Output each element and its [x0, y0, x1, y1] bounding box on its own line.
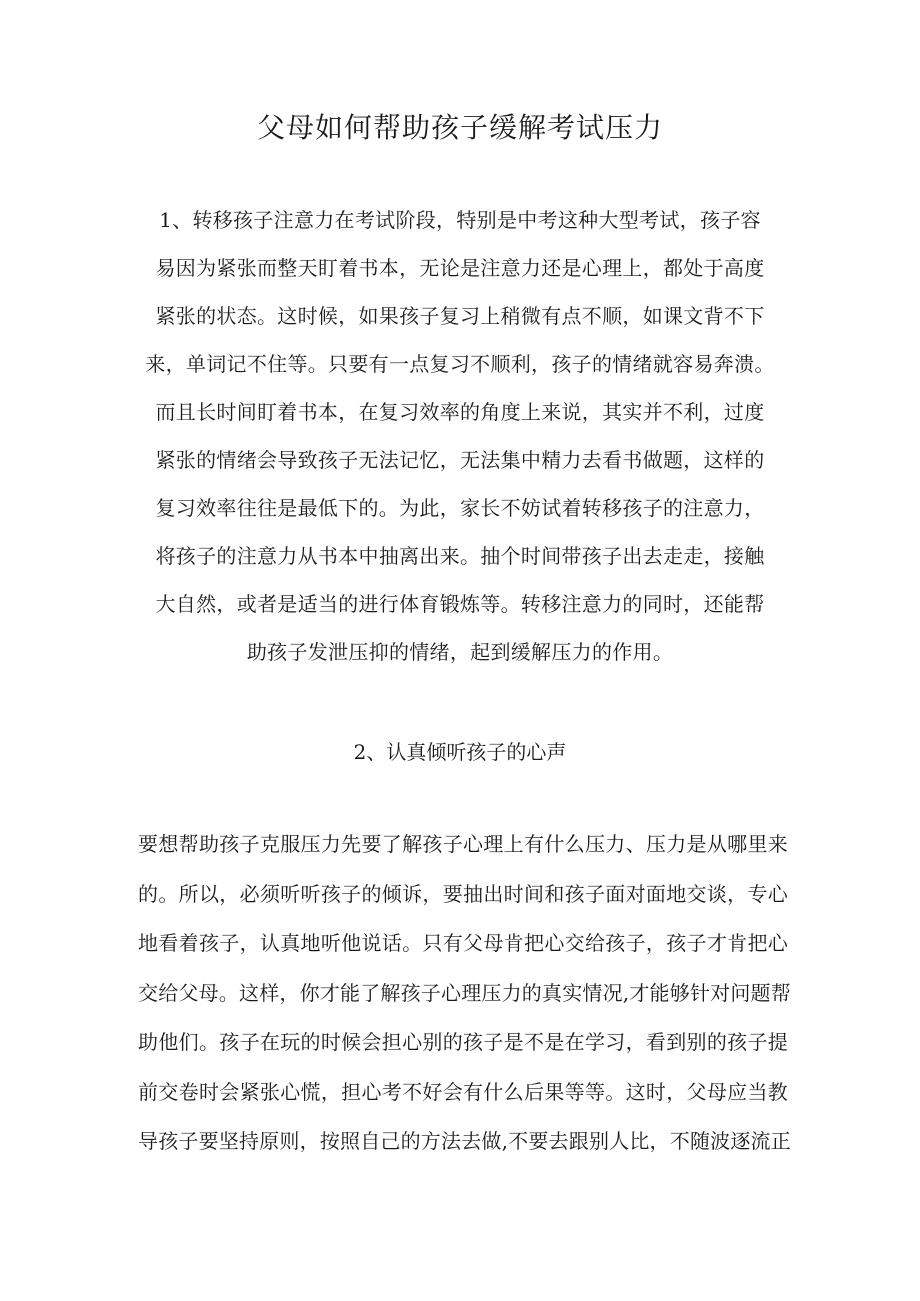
paragraph-line: 紧张的状态。这时候，如果孩子复习上稍微有点不顺，如课文背不下: [155, 304, 765, 328]
paragraph-line: 来，单词记不住等。只要有一点复习不顺利，孩子的情绪就容易奔溃。: [145, 352, 775, 376]
paragraph-line: 助他们。孩子在玩的时候会担心别的孩子是不是在学习，看到别的孩子提: [138, 1030, 788, 1054]
paragraph-line: 复习效率往往是最低下的。为此，家长不妨试着转移孩子的注意力，: [155, 496, 765, 520]
document-title: 父母如何帮助孩子缓解考试压力: [256, 111, 663, 144]
paragraph-line: 的。所以，必须听听孩子的倾诉，要抽出时间和孩子面对面地交谈，专心: [138, 881, 788, 906]
section2-heading: 2、认真倾听孩子的心声: [353, 740, 567, 764]
paragraph-line: 1、转移孩子注意力在考试阶段，特别是中考这种大型考试，孩子容: [159, 208, 761, 232]
paragraph-line: 前交卷时会紧张心慌，担心考不好会有什么后果等等。这时，父母应当教: [138, 1079, 788, 1104]
paragraph-line: 导孩子要坚持原则，按照自己的方法去做,不要去跟别人比，不随波逐流正: [138, 1129, 791, 1153]
paragraph-line: 易因为紧张而整天盯着书本，无论是注意力还是心理上，都处于高度: [155, 256, 765, 280]
paragraph-line: 将孩子的注意力从书本中抽离出来。抽个时间带孩子出去走走，接触: [155, 544, 765, 568]
paragraph-line: 大自然，或者是适当的进行体育锻炼等。转移注意力的同时，还能帮: [155, 592, 765, 616]
section2-paragraph: [138, 820, 791, 1167]
paragraph-line: 要想帮助孩子克服压力先要了解孩子心理上有什么压力、压力是从哪里来: [138, 832, 788, 856]
paragraph-line: 而且长时间盯着书本，在复习效率的角度上来说，其实并不利，过度: [155, 400, 765, 424]
paragraph-line: 助孩子发泄压抑的情绪，起到缓解压力的作用。: [246, 640, 674, 664]
paragraph-line: 交给父母。这样，你才能了解孩子心理压力的真实情况,才能够针对问题帮: [138, 980, 791, 1005]
section1-paragraph: [130, 196, 790, 676]
paragraph-line: 地看着孩子，认真地听他说话。只有父母肯把心交给孩子，孩子才肯把心: [138, 931, 788, 955]
paragraph-line: 紧张的情绪会导致孩子无法记忆，无法集中精力去看书做题，这样的: [155, 448, 765, 472]
